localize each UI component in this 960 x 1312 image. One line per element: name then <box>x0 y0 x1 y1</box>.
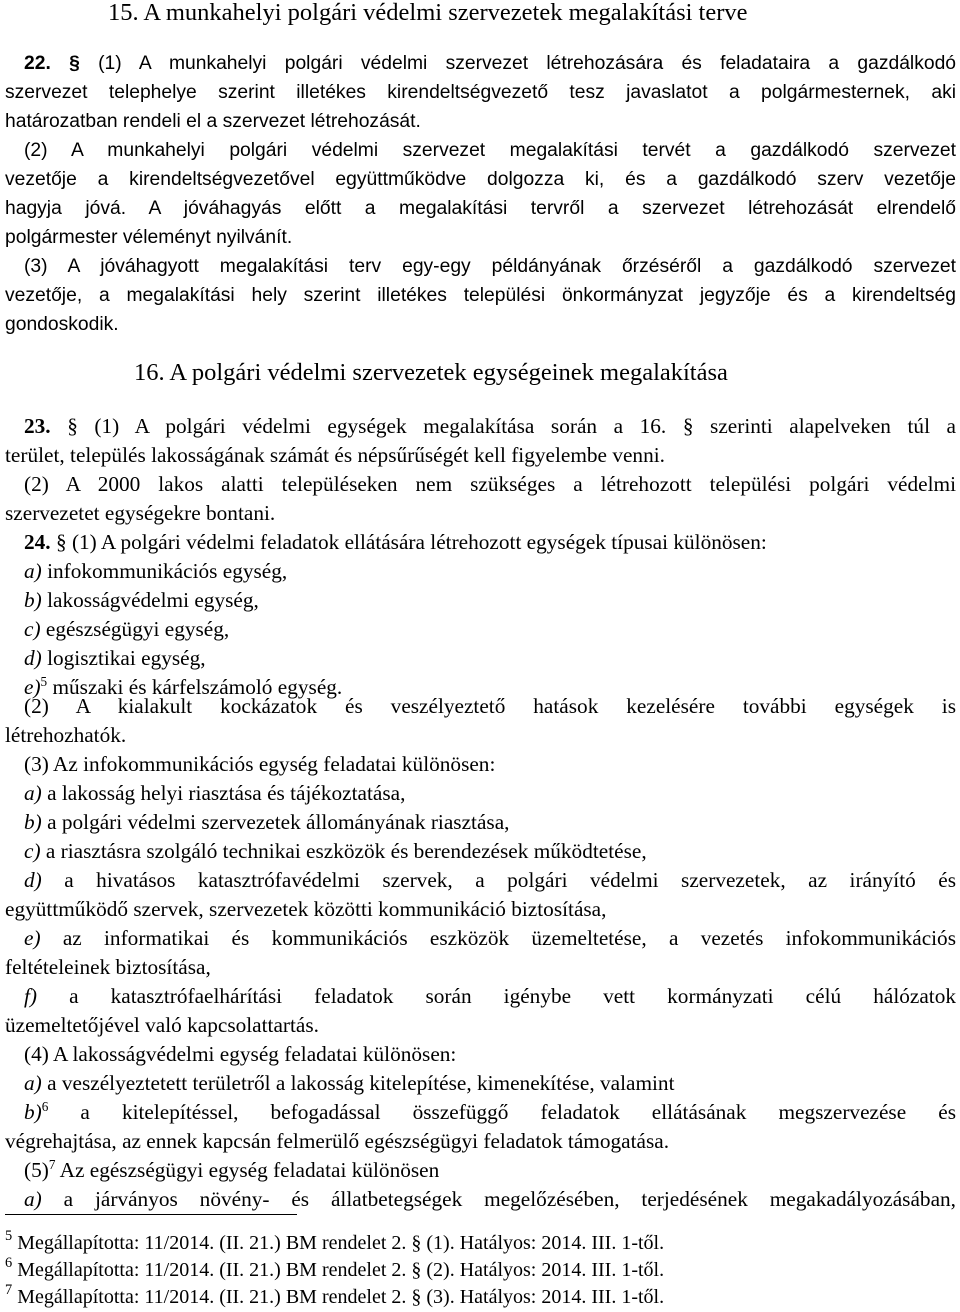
paragraph-label: (5) <box>24 1158 49 1182</box>
list-text: a veszélyeztetett területről a lakosság kitelepítése, kimenekítése, valamint <box>47 1071 675 1095</box>
text-line: határozatban rendeli el a szervezet létrehozását. <box>5 111 421 132</box>
footnote-divider <box>5 1214 297 1215</box>
text-line: (1) A polgári védelmi egységek megalakítása során a 16. <box>94 414 667 438</box>
list-letter: a) <box>24 1187 42 1211</box>
list-item-cont: feltételeinek biztosítása, <box>5 955 211 979</box>
list-item <box>24 1069 956 1098</box>
list-item <box>24 557 956 586</box>
list-item-cont: együttműködő szervek, szervezetek közötti kommunikáció biztosítása, <box>5 897 607 921</box>
paragraph-24-line <box>24 528 956 557</box>
text-line: terület, település lakosságának számát és népsűrűségét kell figyelembe venni. <box>5 443 665 467</box>
text-line: vezetője a kirendeltségvezetővel együttműködve dolgozza ki, és a gazdálkodó szerv vezetője <box>5 169 956 190</box>
list-item-cont: végrehajtása, az ennek kapcsán felmerülő egészségügyi feladatok támogatása. <box>5 1129 670 1153</box>
section-sign: § <box>55 530 67 554</box>
list-text: a lakosság helyi riasztása és tájékoztatása, <box>47 781 406 805</box>
footnote-number: 5 <box>5 1229 13 1245</box>
footnote-number: 7 <box>5 1283 13 1299</box>
paragraph-number: 23. <box>24 414 51 438</box>
text-line: (3) Az infokommunikációs egység feladatai különösen: <box>24 752 496 776</box>
list-text: az informatikai és kommunikációs eszközök üzemeltetése, a vezetés infokommunikációs <box>62 926 956 950</box>
text-line: vezetője, a megalakítási hely szerint illetékes települési önkormányzat jegyzője és a kirendeltség <box>5 285 956 306</box>
list-text: logisztikai egység, <box>47 646 206 670</box>
text-line <box>24 1156 956 1185</box>
list-item <box>24 644 956 673</box>
text-line: (2) A 2000 lakos alatti településeken nem szükséges a létrehozott települési polgári védelmi <box>24 472 956 496</box>
list-item <box>24 982 956 1011</box>
list-letter: a) <box>24 1071 42 1095</box>
list-text: a járványos növény- és állatbetegségek megelőzésében, terjedésének megakadályozásában, <box>63 1187 956 1211</box>
list-text: infokommunikációs egység, <box>47 559 288 583</box>
list-text: a katasztrófaelhárítási feladatok során igénybe vett kormányzati célú hálózatok <box>69 984 956 1008</box>
list-text: lakosságvédelmi egység, <box>47 588 259 612</box>
list-letter: c) <box>24 839 41 863</box>
section-sign: § <box>67 414 78 438</box>
text-line: szervezetet egységekre bontani. <box>5 501 276 525</box>
text-line: hagyja jóvá. A jóváhagyás előtt a megalakítási tervről a szervezet létrehozását elrendelő <box>5 198 956 219</box>
list-letter: f) <box>24 984 38 1008</box>
list-item <box>24 808 956 837</box>
footnote <box>5 1283 956 1312</box>
list-letter: b) <box>24 588 42 612</box>
text-line: (4) A lakosságvédelmi egység feladatai különösen: <box>24 1042 457 1066</box>
paragraph-number: 24. <box>24 530 51 554</box>
list-letter: b) <box>24 810 42 834</box>
list-item <box>24 1185 956 1214</box>
footnote-text: Megállapította: 11/2014. (II. 21.) BM rendelet 2. § (3). Hatályos: 2014. III. 1-től. <box>17 1286 665 1308</box>
section-16-title: 16. A polgári védelmi szervezetek egységeinek megalakítása <box>134 359 728 386</box>
list-item <box>24 866 956 895</box>
list-text: a riasztásra szolgáló technikai eszközök és berendezések működtetése, <box>45 839 647 863</box>
text-line: (2) A kialakult kockázatok és veszélyeztető hatások kezelésére további egységek is <box>24 694 956 718</box>
text-line: (1) A munkahelyi polgári védelmi szervezet létrehozására és feladataira a gazdálkodó <box>98 53 956 74</box>
list-letter: e) <box>24 675 41 699</box>
list-text: a hivatásos katasztrófavédelmi szervek, a polgári védelmi szervezetek, az irányító és <box>64 868 956 892</box>
list-text: egészségügyi egység, <box>45 617 230 641</box>
text-line: létrehozhatók. <box>5 723 127 747</box>
footnote-text: Megállapította: 11/2014. (II. 21.) BM rendelet 2. § (2). Hatályos: 2014. III. 1-től. <box>17 1259 665 1281</box>
list-letter: a) <box>24 559 42 583</box>
footnote-number: 6 <box>5 1256 13 1272</box>
list-letter: e) <box>24 926 41 950</box>
section-sign: § <box>682 414 694 438</box>
list-item <box>24 779 956 808</box>
footnote <box>5 1256 956 1285</box>
list-letter: d) <box>24 868 42 892</box>
list-item <box>24 924 956 953</box>
list-item-cont: üzemeltetőjével való kapcsolattartás. <box>5 1013 319 1037</box>
list-letter: b) <box>24 1100 42 1124</box>
text-line: polgármester véleményt nyilvánít. <box>5 227 293 248</box>
footnote-text: Megállapította: 11/2014. (II. 21.) BM rendelet 2. § (1). Hatályos: 2014. III. 1-től. <box>17 1232 665 1254</box>
text-line: szerinti alapelveken túl a <box>710 414 956 438</box>
list-item <box>24 586 956 615</box>
list-letter: c) <box>24 617 41 641</box>
footnote-ref: 6 <box>41 1098 49 1114</box>
section-sign: § <box>69 53 80 74</box>
paragraph-number: 22. <box>24 53 51 74</box>
text-line: gondoskodik. <box>5 314 119 335</box>
text-line: Az egészségügyi egység feladatai különösen <box>59 1158 440 1182</box>
list-letter: a) <box>24 781 42 805</box>
footnote-ref: 7 <box>48 1156 56 1172</box>
text-line: (3) A jóváhagyott megalakítási terv egy-egy példányának őrzéséről a gazdálkodó szervezet <box>24 256 956 277</box>
footnote-ref: 5 <box>40 673 48 689</box>
list-text: műszaki és kárfelszámoló egység. <box>52 675 343 699</box>
text-line: (2) A munkahelyi polgári védelmi szervezet megalakítási tervét a gazdálkodó szervezet <box>24 140 956 161</box>
list-item <box>24 837 956 866</box>
text-line: (1) A polgári védelmi feladatok ellátására létrehozott egységek típusai különösen: <box>71 530 767 554</box>
paragraph-22-line <box>24 49 956 78</box>
list-letter: d) <box>24 646 42 670</box>
text-line: szervezet telephelye szerint illetékes kirendeltségvezető tesz javaslatot a polgármesternek, aki <box>5 82 956 103</box>
list-item <box>24 615 956 644</box>
list-text: a polgári védelmi szervezetek állományának riasztása, <box>47 810 510 834</box>
paragraph-23-line <box>24 412 956 441</box>
footnote <box>5 1229 956 1258</box>
list-text: a kitelepítéssel, befogadással összefüggő feladatok ellátásának megszervezése és <box>80 1100 956 1124</box>
section-15-title: 15. A munkahelyi polgári védelmi szervezetek megalakítási terve <box>108 0 748 26</box>
list-item <box>24 1098 956 1127</box>
